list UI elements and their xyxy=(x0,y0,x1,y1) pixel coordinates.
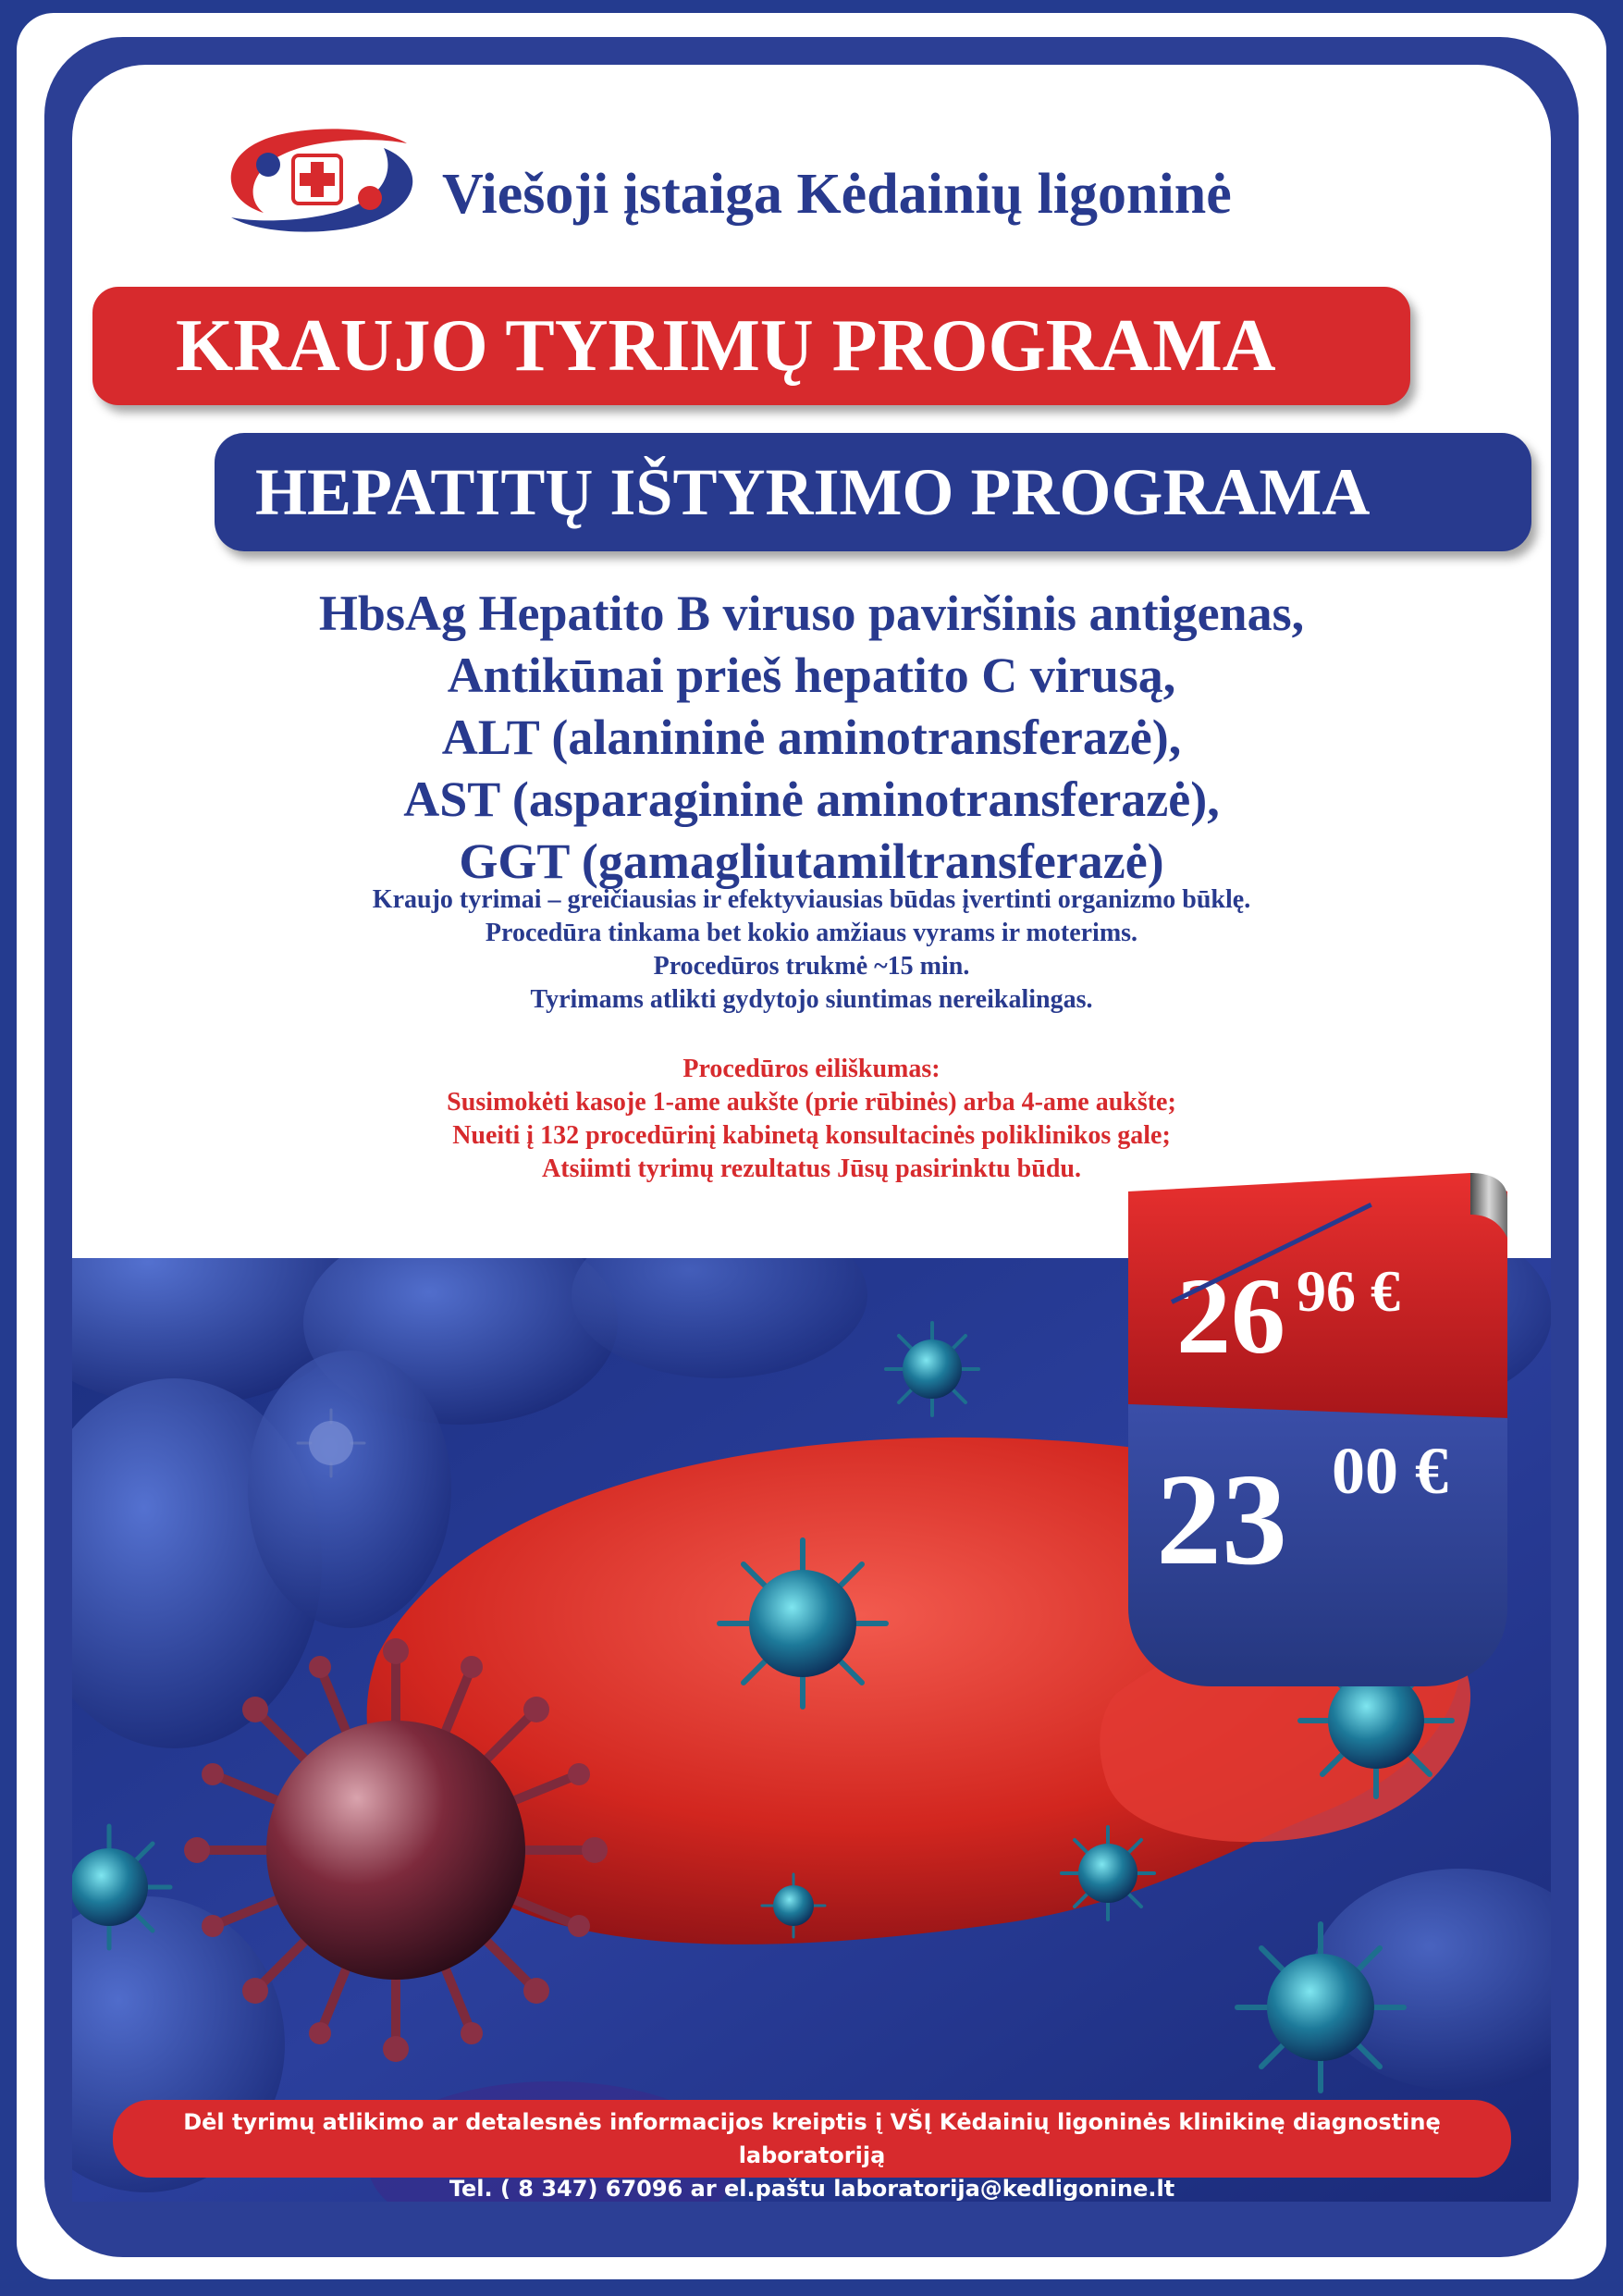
test-item: AST (asparagininė aminotransferazė), xyxy=(403,772,1220,827)
old-price-cents: 96 € xyxy=(1297,1258,1400,1324)
new-price-whole: 23 xyxy=(1156,1446,1287,1592)
description-line: Procedūra tinkama bet kokio amžiaus vyrams ir moterims. xyxy=(485,919,1138,947)
description-line: Tyrimams atlikti gydytojo siuntimas nereikalingas. xyxy=(530,985,1093,1014)
procedure-order xyxy=(0,1053,1623,1186)
procedure-step: Nueiti į 132 procedūrinį kabinetą konsultacinės poliklinikos gale; xyxy=(452,1121,1171,1150)
test-item: ALT (alanininė aminotransferazė), xyxy=(441,710,1182,765)
new-price-cents: 00 € xyxy=(1332,1434,1448,1508)
old-price xyxy=(1176,1255,1454,1376)
description xyxy=(0,883,1623,1017)
contact-banner xyxy=(113,2100,1511,2202)
institution-name: Viešoji įstaiga Kėdainių ligoninė xyxy=(442,163,1232,226)
price-tag xyxy=(1128,1173,1507,1686)
test-item: HbsAg Hepatito B viruso paviršinis antigenas, xyxy=(318,586,1305,641)
test-item: GGT (gamagliutamiltransferazė) xyxy=(459,833,1164,889)
procedure-title: Procedūros eiliškumas: xyxy=(682,1055,941,1083)
program-title-primary: KRAUJO TYRIMŲ PROGRAMA xyxy=(92,287,1410,405)
description-line: Procedūros trukmė ~15 min. xyxy=(653,952,970,981)
contact-line: Tel. ( 8 347) 67096 ar el.paštu laboratorija@kedligonine.lt xyxy=(449,2176,1175,2202)
procedure-step: Atsiimti tyrimų rezultatus Jūsų pasirinktu būdu. xyxy=(542,1154,1081,1183)
procedure-step: Susimokėti kasoje 1-ame aukšte (prie rūbinės) arba 4-ame aukšte; xyxy=(447,1088,1176,1117)
test-item: Antikūnai prieš hepatito C virusą, xyxy=(447,648,1176,703)
hospital-cross-logo-icon xyxy=(208,111,430,250)
description-line: Kraujo tyrimai – greičiausias ir efektyviausias būdas įvertinti organizmo būklę. xyxy=(372,885,1251,914)
new-price xyxy=(1156,1434,1507,1605)
test-list xyxy=(0,583,1623,893)
old-price-whole: 26 xyxy=(1176,1255,1285,1376)
program-title-secondary: HEPATITŲ IŠTYRIMO PROGRAMA xyxy=(215,433,1531,551)
contact-line: Dėl tyrimų atlikimo ar detalesnės informacijos kreiptis į VŠĮ Kėdainių ligoninės klinikinę diagnostinę laboratoriją xyxy=(183,2109,1441,2168)
